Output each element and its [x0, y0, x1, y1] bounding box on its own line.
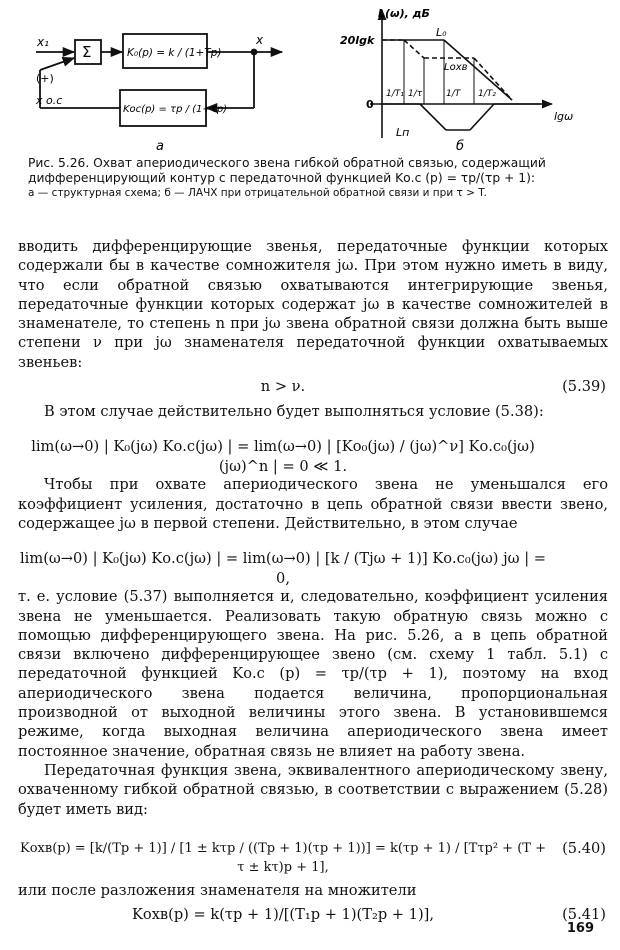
- equation-5-40-number: (5.40): [562, 839, 606, 857]
- page-body: [18, 237, 608, 930]
- caption-subtitle: а — структурная схема; б — ЛАЧХ при отрицательной обратной связи и при τ > T.: [28, 187, 487, 199]
- equation-5-40-body: Kохв(p) = [k/(Tp + 1)] / [1 ± kτp / ((Tp + 1)(τp + 1))] = k(τp + 1) / [Tτp² + (T + τ ± kτ)p + 1],: [20, 840, 546, 876]
- y-tick-zero: 0: [366, 98, 374, 111]
- sum-symbol: Σ: [82, 43, 92, 61]
- curve-l0-label: L₀: [436, 26, 447, 39]
- curve-lohv-label: Lохв: [444, 62, 468, 73]
- output-label: x: [256, 33, 264, 47]
- lafc-label: б: [456, 139, 465, 154]
- equation-5-41: [18, 900, 608, 930]
- equation-5-40: [18, 819, 608, 881]
- x-axis-label: lgω: [554, 110, 574, 123]
- equation-5-41-number: (5.41): [562, 906, 606, 924]
- freq-mark-t: 1/T: [446, 89, 461, 99]
- paragraph-1: вводить дифференцирующие звенья, передаточные функции которых содержали бы в качестве сомножителя jω. При этом нужно иметь в виду, что если обратной связью охватываются интегрирующие звенья, передаточные функции которых содержат jω в качестве сомножителей в знаменателе, то степень n при jω звена обратной связи должна быть выше степени ν при jω знаменателя передаточной функции охватываемых звеньев:: [18, 238, 608, 371]
- equation-5-38: [18, 421, 608, 475]
- equation-5-38-body: lim(ω→0) | K₀(jω) Kо.с(jω) | = lim(ω→0) | [Kо₀(jω) / (jω)^ν] Kо.с₀(jω) (jω)^n | = 0 ≪ 1.: [31, 438, 535, 475]
- figure-caption: [28, 156, 603, 201]
- freq-mark-t2: 1/T₂: [478, 89, 496, 99]
- input-label: x₁: [37, 35, 49, 49]
- feedback-block-text: Kос(p) = τp / (1+τp): [123, 104, 228, 115]
- figure-drawing: [0, 0, 620, 160]
- plus-sign: (+): [36, 72, 54, 85]
- paragraph-3: Чтобы при охвате апериодического звена не уменьшался его коэффициент усиления, достаточно в цепь обратной связи ввести звено, содержащее jω в первой степени. Действительно, в этом случае: [18, 476, 608, 532]
- y-axis-label: L(ω), дБ: [378, 7, 430, 20]
- block-label: а: [156, 139, 164, 154]
- lafc-plot: [370, 10, 552, 138]
- equation-aperiodic: [18, 533, 608, 587]
- paragraph-5: Передаточная функция звена, эквивалентного апериодическому звену, охваченному гибкой обратной связью, в соответствии с выражением (5.28) будет иметь вид:: [18, 761, 608, 818]
- paragraph-2: В этом случае действительно будет выполняться условие (5.38):: [44, 403, 544, 421]
- curve-lp-label: Lп: [396, 126, 410, 139]
- equation-5-39: [18, 372, 608, 402]
- freq-mark-tau: 1/τ: [408, 89, 423, 99]
- y-tick-top: 20lgk: [340, 34, 375, 47]
- page-number: 169: [566, 921, 594, 936]
- equation-aperiodic-body: lim(ω→0) | K₀(jω) Kо.с(jω) | = lim(ω→0) | [k / (Tjω + 1)] Kо.с₀(jω) jω | = 0,: [20, 550, 546, 587]
- equation-5-39-number: (5.39): [562, 378, 606, 396]
- paragraph-6: или после разложения знаменателя на множители: [18, 881, 417, 899]
- feedback-label: x o.c: [36, 94, 63, 107]
- caption-title: Рис. 5.26. Охват апериодического звена гибкой обратной связью, содержащий дифференцирующий контур с передаточной функцией Kо.с (p) = τp/(τp + 1):: [28, 156, 546, 185]
- equation-5-39-body: n > ν.: [260, 378, 306, 396]
- freq-mark-t1: 1/T₁: [386, 89, 404, 99]
- equation-5-41-body: Kохв(p) = k(τp + 1)/[(T₁p + 1)(T₂p + 1)],: [132, 906, 434, 924]
- paragraph-4: т. е. условие (5.37) выполняется и, следовательно, коэффициент усиления звена не уменьшается. Реализовать такую обратную связь можно с помощью дифференцирующего звена. На рис. 5.26, а в цепь обратной связи включено дифференцирующее звено (см. схему 1 табл. 5.1) с передаточной функцией Kо.с (p) = τp/(τp + 1), поэтому на вход апериодического звена подается величина, пропорциональная производной от выходной величины этого звена. В установившемся режиме, когда выходная величина апериодического звена имеет постоянное значение, обратная связь не влияет на работу звена.: [18, 588, 608, 760]
- figure-5-26: [0, 0, 620, 235]
- forward-block-text: K₀(p) = k / (1+Tp): [127, 47, 222, 59]
